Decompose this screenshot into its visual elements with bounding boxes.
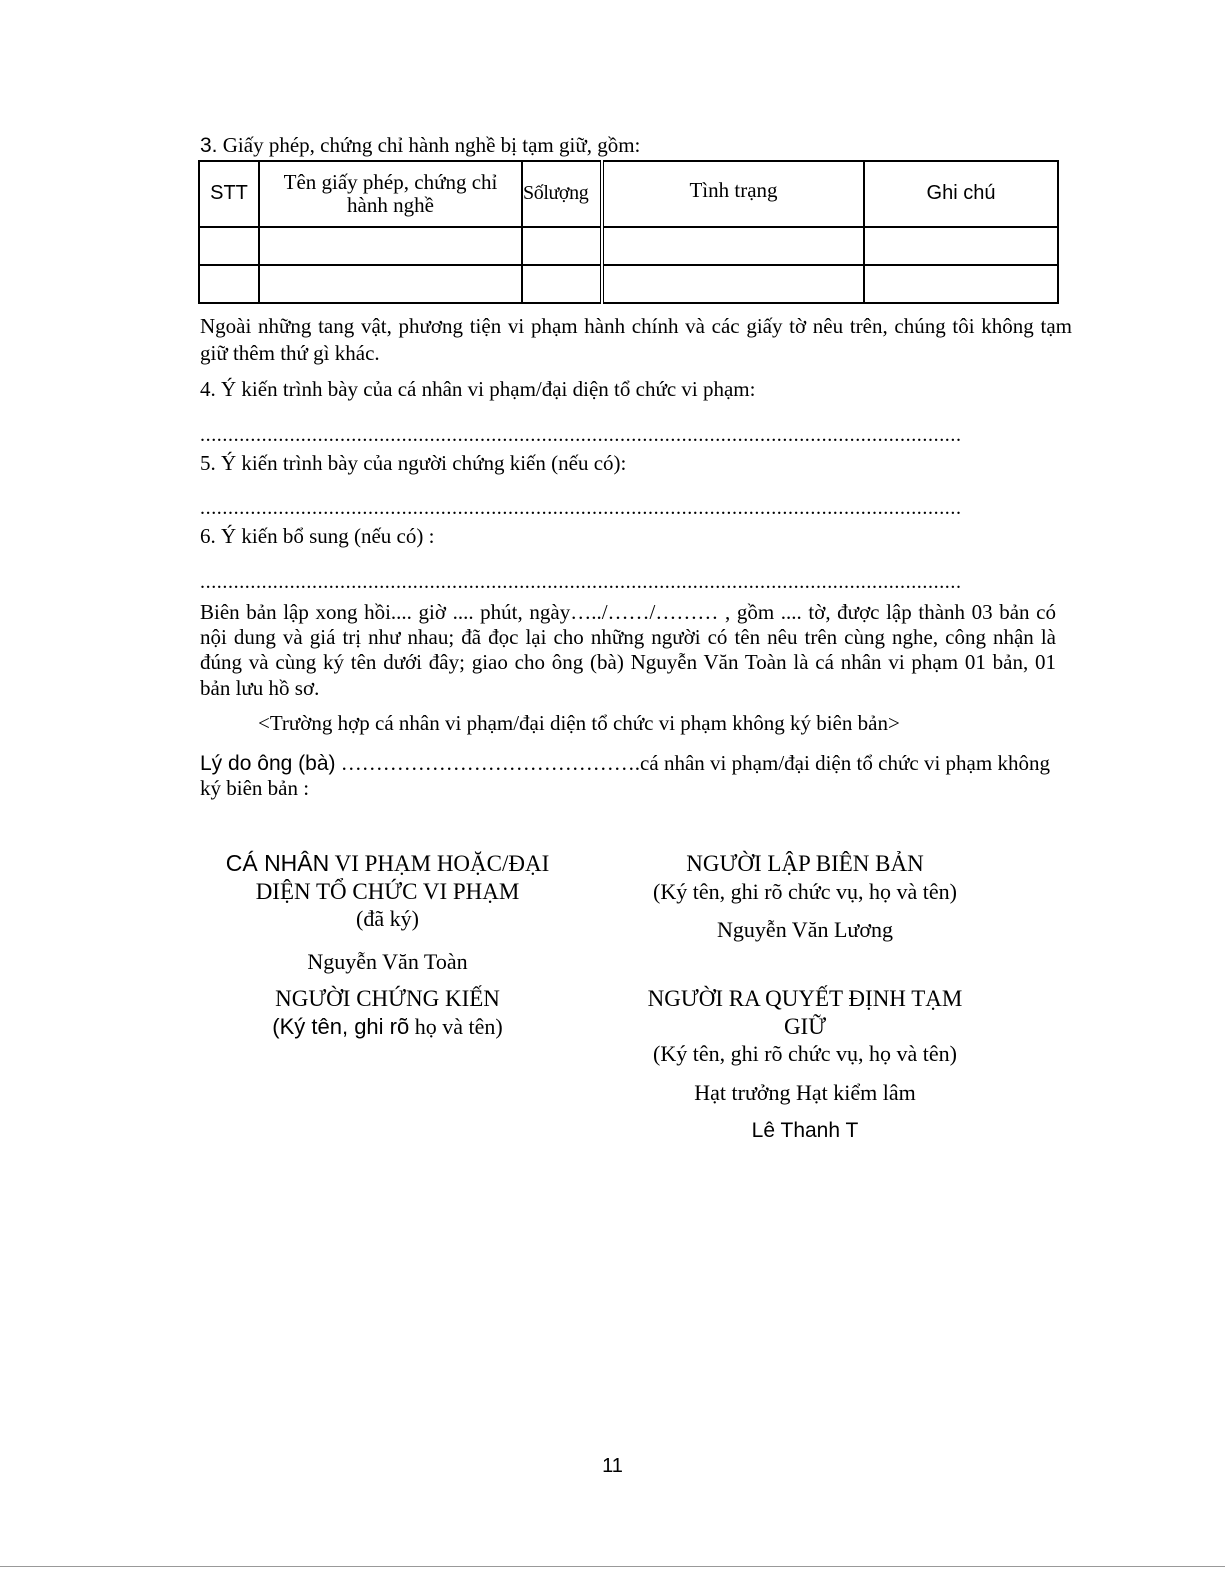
header-stt: STT bbox=[199, 161, 259, 227]
table-cell bbox=[864, 265, 1058, 303]
section-3-title bbox=[200, 133, 640, 159]
table-cell bbox=[602, 265, 864, 303]
section-6-title: 6. Ý kiến bổ sung (nếu có) : bbox=[200, 524, 435, 548]
signature-recorder bbox=[615, 850, 995, 945]
table-header-row bbox=[199, 161, 1058, 227]
signature-recorder-name: Nguyễn Văn Lương bbox=[717, 917, 893, 943]
signature-witness-note: (Ký tên, ghi rõ họ và tên) bbox=[272, 1013, 503, 1039]
signature-violator-name: Nguyễn Văn Toàn bbox=[307, 948, 468, 974]
table-row bbox=[199, 265, 1058, 303]
signature-violator bbox=[200, 850, 575, 976]
signature-recorder-note: (Ký tên, ghi rõ chức vụ, họ và tên) bbox=[653, 878, 957, 904]
section-5-title: 5. Ý kiến trình bày của người chứng kiến (nếu có): bbox=[200, 451, 627, 475]
table-cell bbox=[259, 227, 522, 265]
table-cell bbox=[522, 265, 602, 303]
table-cell bbox=[602, 227, 864, 265]
table-cell bbox=[259, 265, 522, 303]
no-other-items-paragraph: Ngoài những tang vật, phương tiện vi phạm hành chính và các giấy tờ nêu trên, chúng tôi không tạm giữ thêm thứ gì khác. bbox=[200, 314, 1072, 365]
table-cell bbox=[199, 265, 259, 303]
signature-witness bbox=[200, 985, 575, 1041]
signature-witness-title: NGƯỜI CHỨNG KIẾN bbox=[275, 986, 500, 1011]
table-cell bbox=[522, 227, 602, 265]
signature-violator-note: (đã ký) bbox=[356, 906, 419, 932]
header-license-name: Tên giấy phép, chứng chỉ hành nghề bbox=[259, 161, 522, 227]
bottom-divider bbox=[0, 1566, 1225, 1567]
section-6-dotted-line: ........................................................................................................................................ bbox=[200, 571, 962, 593]
license-table bbox=[198, 160, 1059, 304]
reason-label: Lý do ông (bà) bbox=[200, 752, 336, 775]
signature-decider-name: Lê Thanh T bbox=[751, 1119, 859, 1143]
section-3-text: Giấy phép, chứng chỉ hành nghề bị tạm giữ, gồm: bbox=[222, 133, 641, 157]
header-note: Ghi chú bbox=[864, 161, 1058, 227]
signature-violator-title: CÁ NHÂN VI PHẠM HOẶC/ĐẠI DIỆN TỔ CHỨC VI PHẠM bbox=[225, 850, 550, 904]
reason-paragraph bbox=[200, 751, 1050, 801]
section-5-dotted-line: ........................................................................................................................................ bbox=[200, 497, 962, 519]
signature-decider-note: (Ký tên, ghi rõ chức vụ, họ và tên) bbox=[653, 1041, 957, 1067]
case-note: <Trường hợp cá nhân vi phạm/đại diện tổ chức vi phạm không ký biên bản> bbox=[258, 711, 900, 735]
header-quantity: Sốlượng bbox=[522, 161, 602, 227]
signature-decider-position: Hạt trưởng Hạt kiểm lâm bbox=[694, 1079, 916, 1105]
header-status: Tình trạng bbox=[602, 161, 864, 227]
signature-decider-title: NGƯỜI RA QUYẾT ĐỊNH TẠM GIỮ bbox=[647, 986, 963, 1039]
record-paragraph: Biên bản lập xong hồi.... giờ .... phút, ngày…../……/……… , gồm .... tờ, được lập thành 03 bản có nội dung và giá trị như nhau; đã đọc lại cho những người có tên nêu trên cùng nghe, công nhận là đúng và cùng ký tên dưới đây; giao cho ông (bà) Nguyễn Văn Toàn là cá nhân vi phạm 01 bản, 01 bản lưu hồ sơ. bbox=[200, 600, 1056, 700]
signature-decider bbox=[615, 985, 995, 1145]
section-4-dotted-line: ........................................................................................................................................ bbox=[200, 424, 962, 446]
table-cell bbox=[864, 227, 1058, 265]
section-3-number: 3. bbox=[200, 134, 218, 157]
page-number: 11 bbox=[602, 1455, 623, 1477]
signature-recorder-title: NGƯỜI LẬP BIÊN BẢN bbox=[686, 851, 924, 876]
table-cell bbox=[199, 227, 259, 265]
section-4-title: 4. Ý kiến trình bày của cá nhân vi phạm/đại diện tổ chức vi phạm: bbox=[200, 377, 756, 401]
table-row bbox=[199, 227, 1058, 265]
reason-text: …………………………………….cá nhân vi phạm/đại diện tổ chức vi phạm không ký biên bản : bbox=[200, 751, 1050, 801]
